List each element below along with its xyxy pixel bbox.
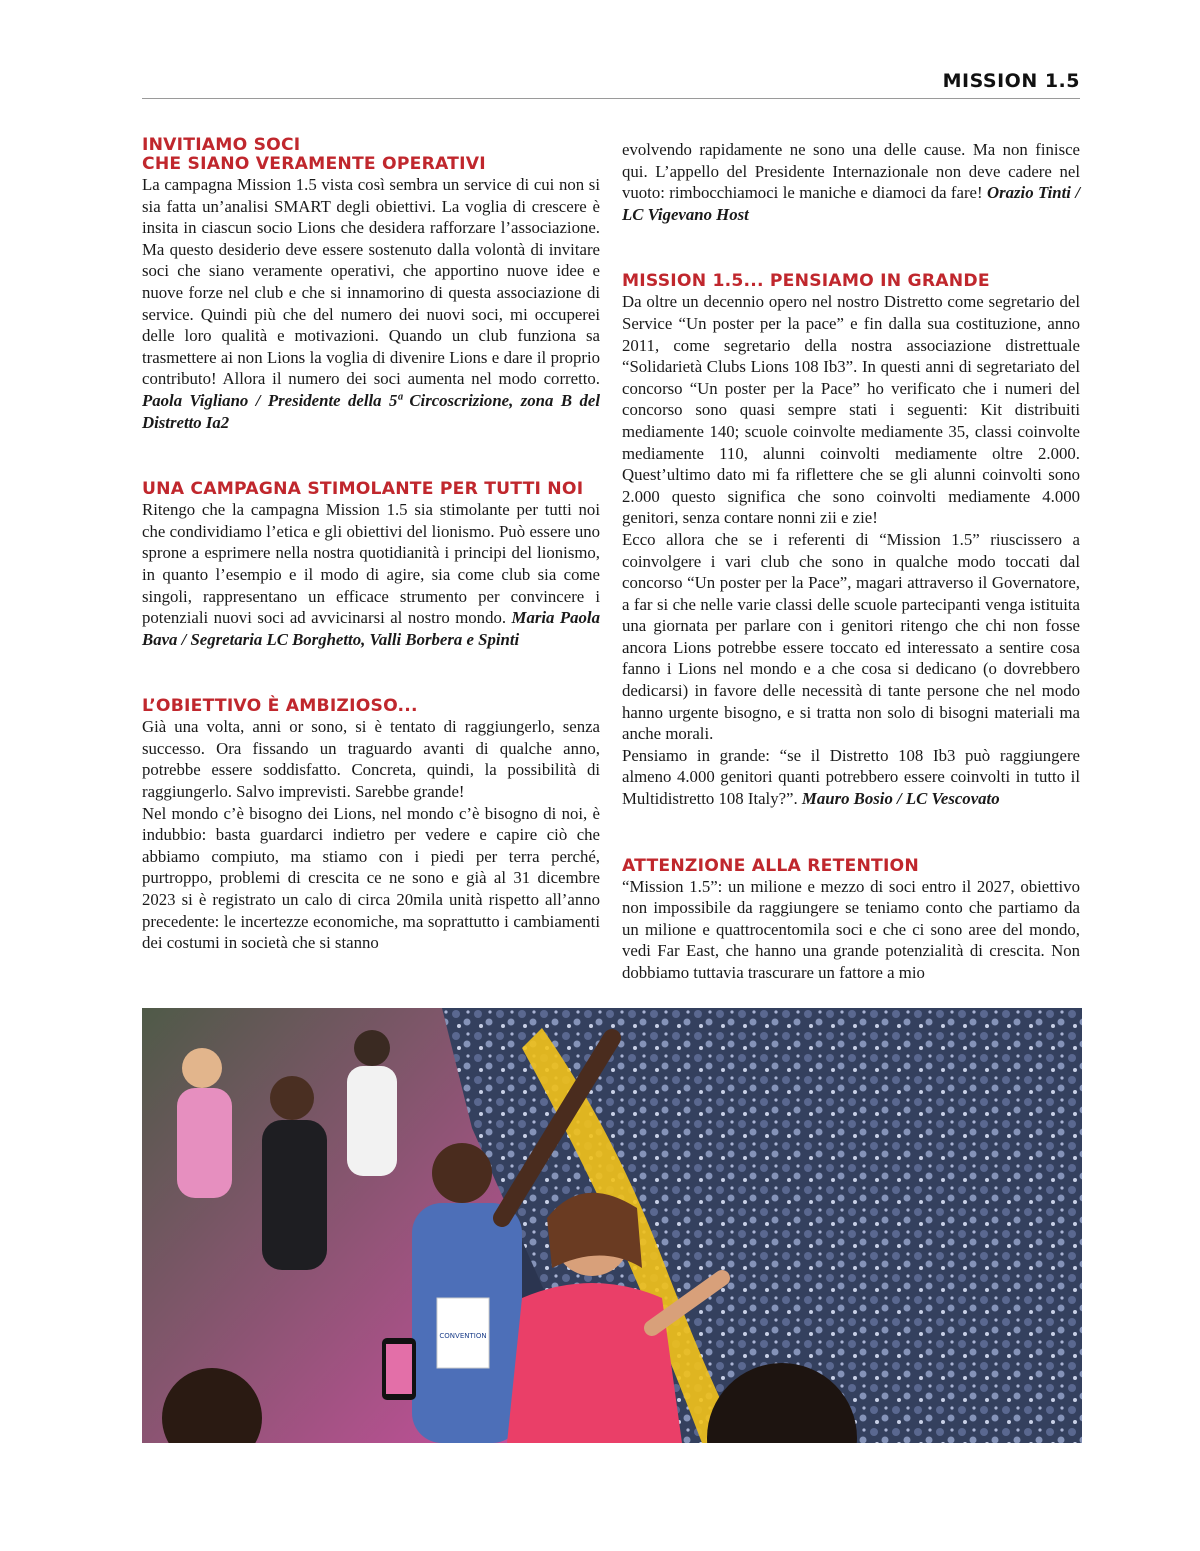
person-head: [270, 1076, 314, 1120]
heading-line: ATTENZIONE ALLA RETENTION: [622, 855, 919, 876]
badge-text: CONVENTION: [439, 1332, 487, 1340]
section-heading-obiettivo: [142, 697, 600, 716]
author-signature: Paola Vigliano / Presidente della 5ª Circoscrizione, zona B del Distretto Ia2: [142, 390, 600, 432]
phone-screen: [386, 1344, 412, 1394]
article-paragraph: “Mission 1.5”: un milione e mezzo di soci entro il 2027, obiettivo non impossibile da raggiungere se teniamo conto che partiamo da un milione e quattrocentomila soci e che ci sono aree del mondo, vedi Far East, che hanno una grande potenzialità di crescita. Non dobbiamo tuttavia trascurare un fattore a mio: [622, 876, 1080, 982]
person-body: [507, 1283, 682, 1443]
paragraph-text: evolvendo rapidamente ne sono una delle cause. Ma non finisce qui. L’appello del Presidente Internazionale non deve cadere nel vuoto: rimbocchiamoci le maniche e diamoci da fare!: [622, 140, 1080, 203]
paragraph-text: Pensiamo in grande: “se il Distretto 108 Ib3 può raggiungere almeno 4.000 genitori quanti potrebbero essere coinvolti in tutto il Multidistretto 108 Italy?”.: [622, 745, 1080, 809]
left-column: [142, 136, 600, 954]
heading-line: L’OBIETTIVO È AMBIZIOSO...: [142, 696, 418, 717]
page-section-title: MISSION 1.5: [942, 70, 1080, 92]
paragraph-text: Ritengo che la campagna Mission 1.5 sia stimolante per tutti noi che condividiamo l’etica e gli obiettivi del lionismo. Può essere uno sprone a esprimere nella nostra quotidianità i principi del lionismo, in quanto l’esempio e il modo di agire, sia come club sia come singoli, rappresentano un efficace strumento per convincere i potenziali nuovi soci ad avvicinarsi al nostro mondo.: [142, 500, 600, 628]
person-head: [354, 1030, 390, 1066]
section-heading-pensiamo: [622, 272, 1080, 291]
person-body: [177, 1088, 232, 1198]
convention-photo: [142, 1008, 1082, 1443]
right-column: [622, 139, 1080, 984]
article-paragraph: Nel mondo c’è bisogno dei Lions, nel mondo c’è bisogno di noi, è indubbio: basta guardarci indietro per vedere e capire ciò che abbiamo compiuto, ma stiamo con i piedi per terra perché, purtroppo, problemi di crescita ce ne sono e già al 31 dicembre 2023 si è registrato un calo di circa 20mila unità rispetto all’anno precedente: le incertezze economiche, ma soprattutto i cambiamenti dei costumi in società che si stanno: [142, 803, 600, 953]
article-paragraph: [142, 499, 600, 650]
article-paragraph: [142, 174, 600, 433]
article-paragraph: [622, 745, 1080, 810]
person-head: [182, 1048, 222, 1088]
heading-line: UNA CAMPAGNA STIMOLANTE PER TUTTI NOI: [142, 479, 584, 500]
heading-line: INVITIAMO SOCI: [142, 135, 301, 155]
author-signature: Maria Paola Bava / Segretaria LC Borghetto, Valli Borbera e Spinti: [142, 608, 600, 649]
heading-line: MISSION 1.5... PENSIAMO IN GRANDE: [622, 271, 990, 292]
section-heading-invitiamo: [142, 136, 600, 174]
section-heading-campagna: [142, 480, 600, 499]
section-heading-retention: [622, 857, 1080, 876]
article-paragraph: [622, 139, 1080, 225]
article-paragraph: Da oltre un decennio opero nel nostro Distretto come segretario del Service “Un poster per la pace” e fin dalla sua costituzione, anno 2011, come segretario della nostra associazione distrettuale “Solidarietà Clubs Lions 108 Ib3”. In questi anni di segretariato del concorso “Un poster per la Pace” ho verificato che i numeri del concorso sono quasi sempre stati i seguenti: Kit distribuiti mediamente 140; scuole coinvolte mediamente 35, classi coinvolte mediamente 110, alunni coinvolti mediamente oltre 2.000. Quest’ultimo dato mi fa riflettere che se gli alunni coinvolti sono 2.000 questo significa che sono coinvolti mediamente 4.000 genitori, senza contare nonni zii e zie!: [622, 292, 1080, 528]
person-head: [432, 1143, 492, 1203]
heading-line: CHE SIANO VERAMENTE OPERATIVI: [142, 154, 486, 174]
person-body: [262, 1120, 327, 1270]
article-paragraph: Già una volta, anni or sono, si è tentato di raggiungerlo, senza successo. Ora fissando un traguardo avanti di qualche anno, potrebbe essere soddisfatto. Concreta, quindi, la possibilità di raggiungerlo. Salvo imprevisti. Sarebbe grande!: [142, 717, 600, 802]
header-rule: [142, 98, 1080, 99]
article-paragraph: Ecco allora che se i referenti di “Mission 1.5” riuscissero a coinvolgere i vari club che sono in qualche modo toccati dal concorso “Un poster per la Pace”, magari attraverso il Governatore, a far si che nelle varie classi delle scuole partecipanti venga istituita una giornata per parlare con i genitori ritengo che chi non fosse ancora Lions potrebbe essere toccato ed interessato a sentire cosa fanno i Lions nel mondo e a che cosa si dedicano (o dovrebbero dedicarsi) in favore delle necessità di tante persone che nel modo hanno urgente bisogno, e si tratta non solo di bisogni materiali ma anche morali.: [622, 529, 1080, 744]
paragraph-text: La campagna Mission 1.5 vista così sembra un service di cui non si sia fatta un’analisi SMART degli obiettivi. La voglia di crescere è insita in ciascun socio Lions che desidera rafforzare l’associazione. Ma questo desiderio deve essere sostenuto dalla volontà di invitare soci che siano veramente operativi, che apportino nuove idee e nuove forze nel club e che si innamorino di questa associazione di service. Quindi più che del numero dei nuovi soci, mi occuperei delle loro qualità e motivazioni. Quando un club funziona sa trasmettere ai non Lions la voglia di divenire Lions e dare il proprio contributo! Allora il numero dei soci aumenta nel modo corretto.: [142, 175, 600, 389]
person-body: [347, 1066, 397, 1176]
author-signature: Mauro Bosio / LC Vescovato: [801, 789, 1000, 809]
photo-illustration: [142, 1008, 1082, 1443]
author-signature: Orazio Tinti / LC Vigevano Host: [622, 183, 1080, 224]
